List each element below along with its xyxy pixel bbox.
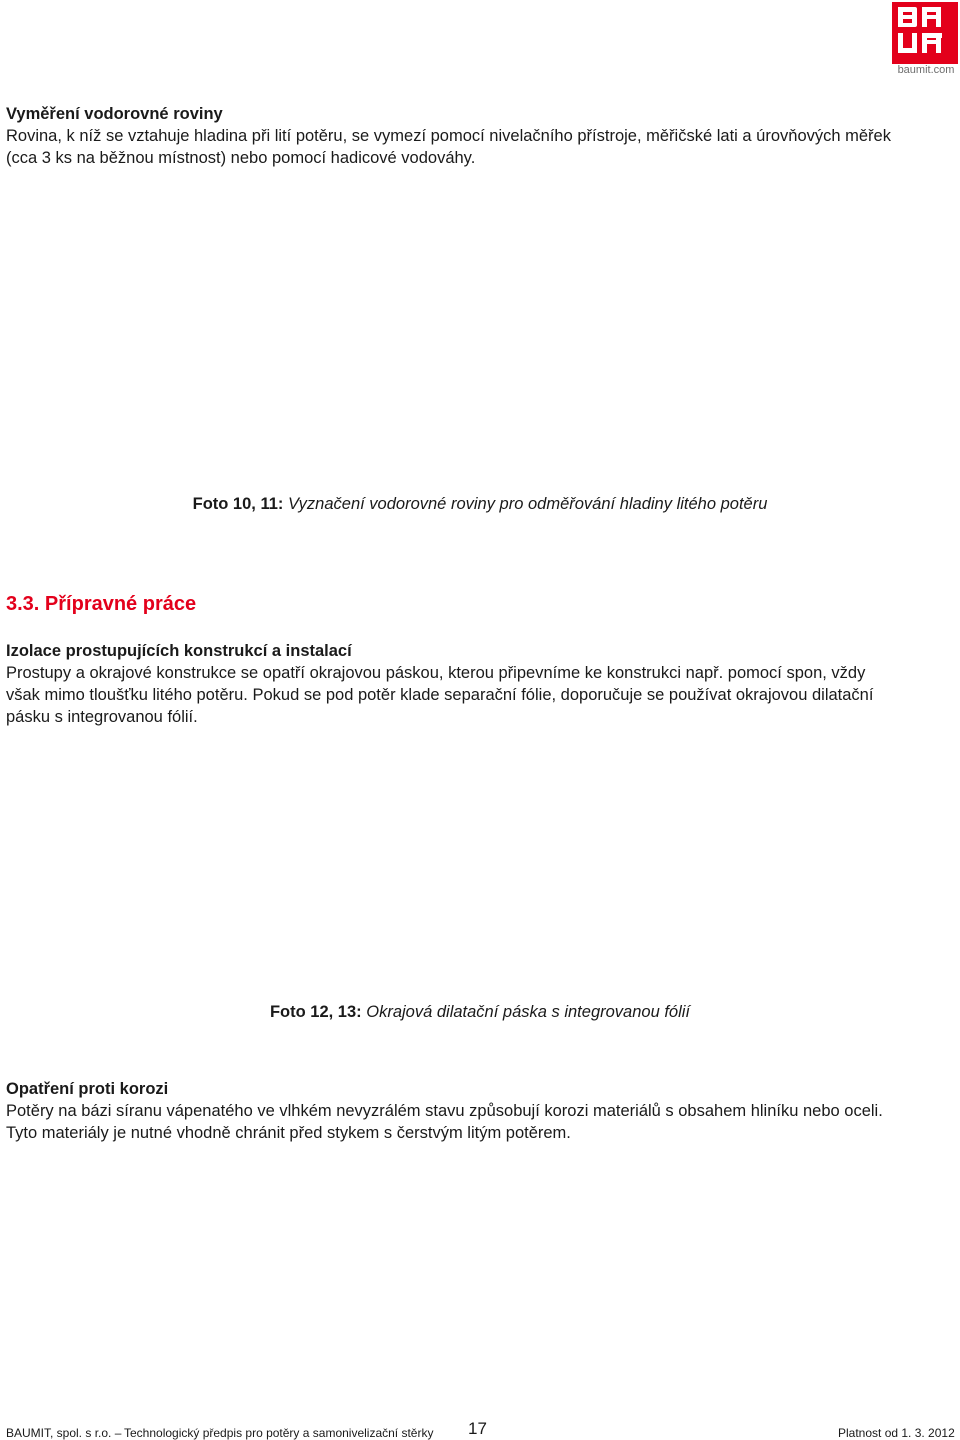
photo-caption-10-11 [0, 493, 960, 515]
page-number: 17 [468, 1419, 487, 1438]
section2-subheading: Izolace prostupujících konstrukcí a instalací [6, 642, 352, 660]
photo-area-12-13 [0, 740, 960, 990]
section1-line2: (cca 3 ks na běžnou místnost) nebo pomocí hadicové vodováhy. [6, 149, 476, 167]
photo-caption-12-13 [0, 1001, 960, 1023]
section3-heading: Opatření proti korozi [6, 1080, 169, 1098]
footer-company: BAUMIT, spol. s r.o. – [6, 1426, 122, 1440]
caption-label: Foto 12, 13: [269, 1003, 362, 1021]
caption-label: Foto 10, 11: [192, 495, 284, 513]
footer-document-title: Technologický předpis pro potěry a samonivelizační stěrky [124, 1426, 434, 1440]
page-footer [0, 1416, 960, 1438]
section1-heading: Vyměření vodorovné roviny [6, 105, 223, 123]
section2-line1: Prostupy a okrajové konstrukce se opatří okrajovou páskou, kterou připevníme ke konstrukci např. pomocí spon, vždy [6, 664, 866, 682]
caption-text: Okrajová dilatační páska s integrovanou fólií [361, 1003, 691, 1021]
footer-validity: Platnost od 1. 3. 2012 [838, 1426, 955, 1440]
caption-text: Vyznačení vodorovné roviny pro odměřování hladiny litého potěru [283, 495, 768, 513]
section1-line1: Rovina, k níž se vztahuje hladina při lití potěru, se vymezí pomocí nivelačního přístroje, měřičské lati a úrovňových měřek [6, 127, 891, 145]
section-title: 3.3. Přípravné práce [6, 593, 197, 615]
photo-area-10-11 [0, 180, 960, 480]
section2-line2: však mimo tloušťku litého potěru. Pokud se pod potěr klade separační fólie, doporučuje se používat okrajovou dilatační [6, 686, 874, 704]
section2-line3: pásku s integrovanou fólií. [6, 708, 198, 726]
logo-url: baumit.com [897, 64, 955, 76]
section3-line2: Tyto materiály je nutné vhodně chránit před stykem s čerstvým litým potěrem. [6, 1124, 571, 1142]
section3-line1: Potěry na bázi síranu vápenatého ve vlhkém nevyzrálém stavu způsobují korozi materiálů s obsahem hliníku nebo oceli. [6, 1102, 883, 1120]
